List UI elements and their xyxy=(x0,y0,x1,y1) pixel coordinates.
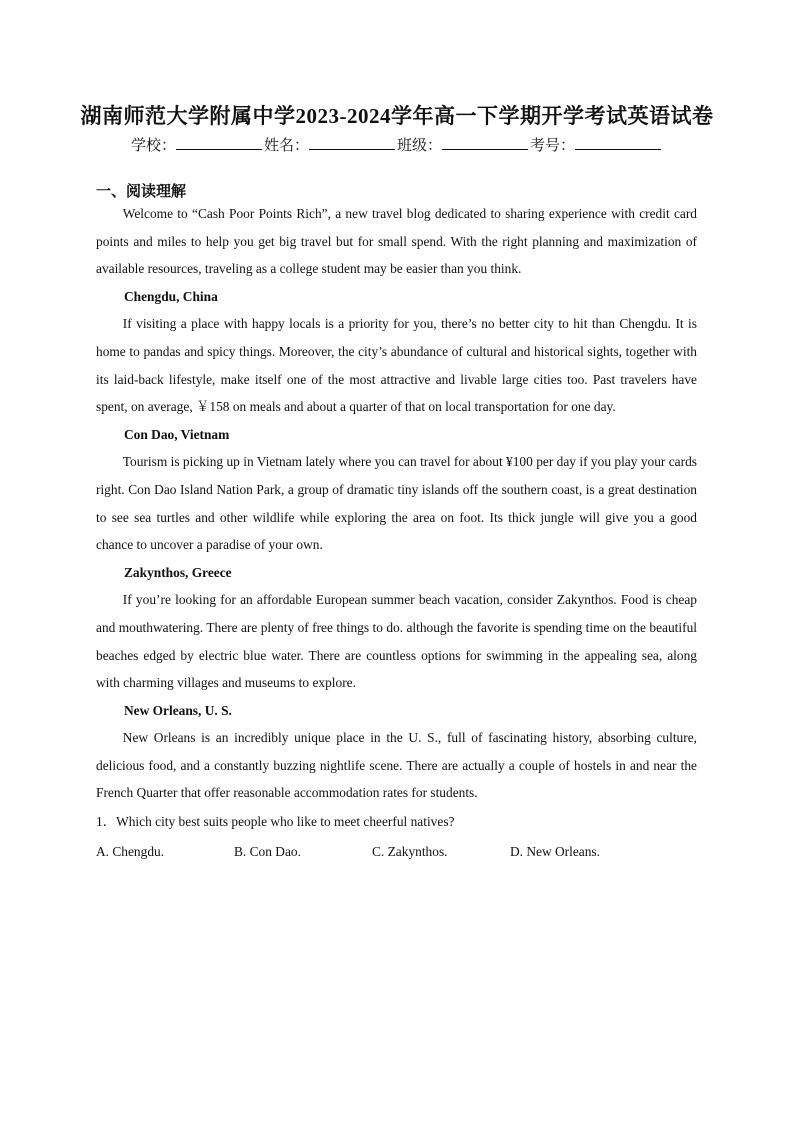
number-blank[interactable] xyxy=(575,135,661,150)
name-label: 姓名： xyxy=(263,138,309,154)
question-1 xyxy=(96,808,697,836)
school-blank[interactable] xyxy=(176,135,262,150)
place-text-new-orleans: New Orleans is an incredibly unique place in the U. S., full of fascinating history, absorbing culture, delicious food, and a constantly buzzing nightlife scene. There are actually a couple of hostels in and near the French Quarter that offer reasonable accommodation rates for students. xyxy=(96,730,697,801)
question-number: 1． xyxy=(96,814,117,830)
class-blank[interactable] xyxy=(442,135,528,150)
place-heading-chengdu: Chengdu, China xyxy=(124,288,218,304)
option-d[interactable]: D. New Orleans. xyxy=(510,843,600,859)
option-c[interactable]: C. Zakynthos. xyxy=(372,843,448,859)
page-title: 湖南师范大学附属中学2023-2024学年高一下学期开学考试英语试卷 xyxy=(80,104,714,128)
passage-intro: Welcome to “Cash Poor Points Rich”, a new travel blog dedicated to sharing experience with credit card points and miles to help you get big travel but for small spend. With the right planning and maximization of available resources, traveling as a college student may be easier than you think. xyxy=(96,206,697,277)
class-label: 班级： xyxy=(397,138,443,154)
place-text-chengdu: If visiting a place with happy locals is a priority for you, there’s no better city to hit than Chengdu. It is home to pandas and spicy things. Moreover, the city’s abundance of cultural and historical sights, together with its laid-back lifestyle, make itself one of the most attractive and livable large cities too. Past travelers have spent, on average, ￥158 on meals and about a quarter of that on local transportation for one day. xyxy=(96,316,697,415)
student-info-line xyxy=(0,134,794,155)
number-label: 考号： xyxy=(530,138,576,154)
place-text-con-dao: Tourism is picking up in Vietnam lately where you can travel for about ¥100 per day if you play your cards right. Con Dao Island Nation Park, a group of dramatic tiny islands off the southern coast, is a great destination to see sea turtles and other wildlife while exploring the area on foot. Its thick jungle will give you a good chance to uncover a paradise of your own. xyxy=(96,454,697,553)
question-text: Which city best suits people who like to meet cheerful natives? xyxy=(116,814,455,830)
name-blank[interactable] xyxy=(309,135,395,150)
option-b[interactable]: B. Con Dao. xyxy=(234,843,301,859)
reading-passage xyxy=(96,200,697,865)
place-text-zakynthos: If you’re looking for an affordable European summer beach vacation, consider Zakynthos. Food is cheap and mouthwatering. There are plenty of free things to do. although the favorite is spending time on the beautiful beaches edged by electric blue water. There are countless options for swimming in the appealing sea, along with charming villages and museums to explore. xyxy=(96,592,697,691)
section-heading: 一、阅读理解 xyxy=(96,184,187,200)
place-heading-new-orleans: New Orleans, U. S. xyxy=(124,702,232,718)
option-a[interactable]: A. Chengdu. xyxy=(96,843,165,859)
place-heading-zakynthos: Zakynthos, Greece xyxy=(124,564,232,580)
school-label: 学校： xyxy=(130,138,176,154)
answer-options xyxy=(96,838,697,866)
place-heading-con-dao: Con Dao, Vietnam xyxy=(124,426,230,442)
